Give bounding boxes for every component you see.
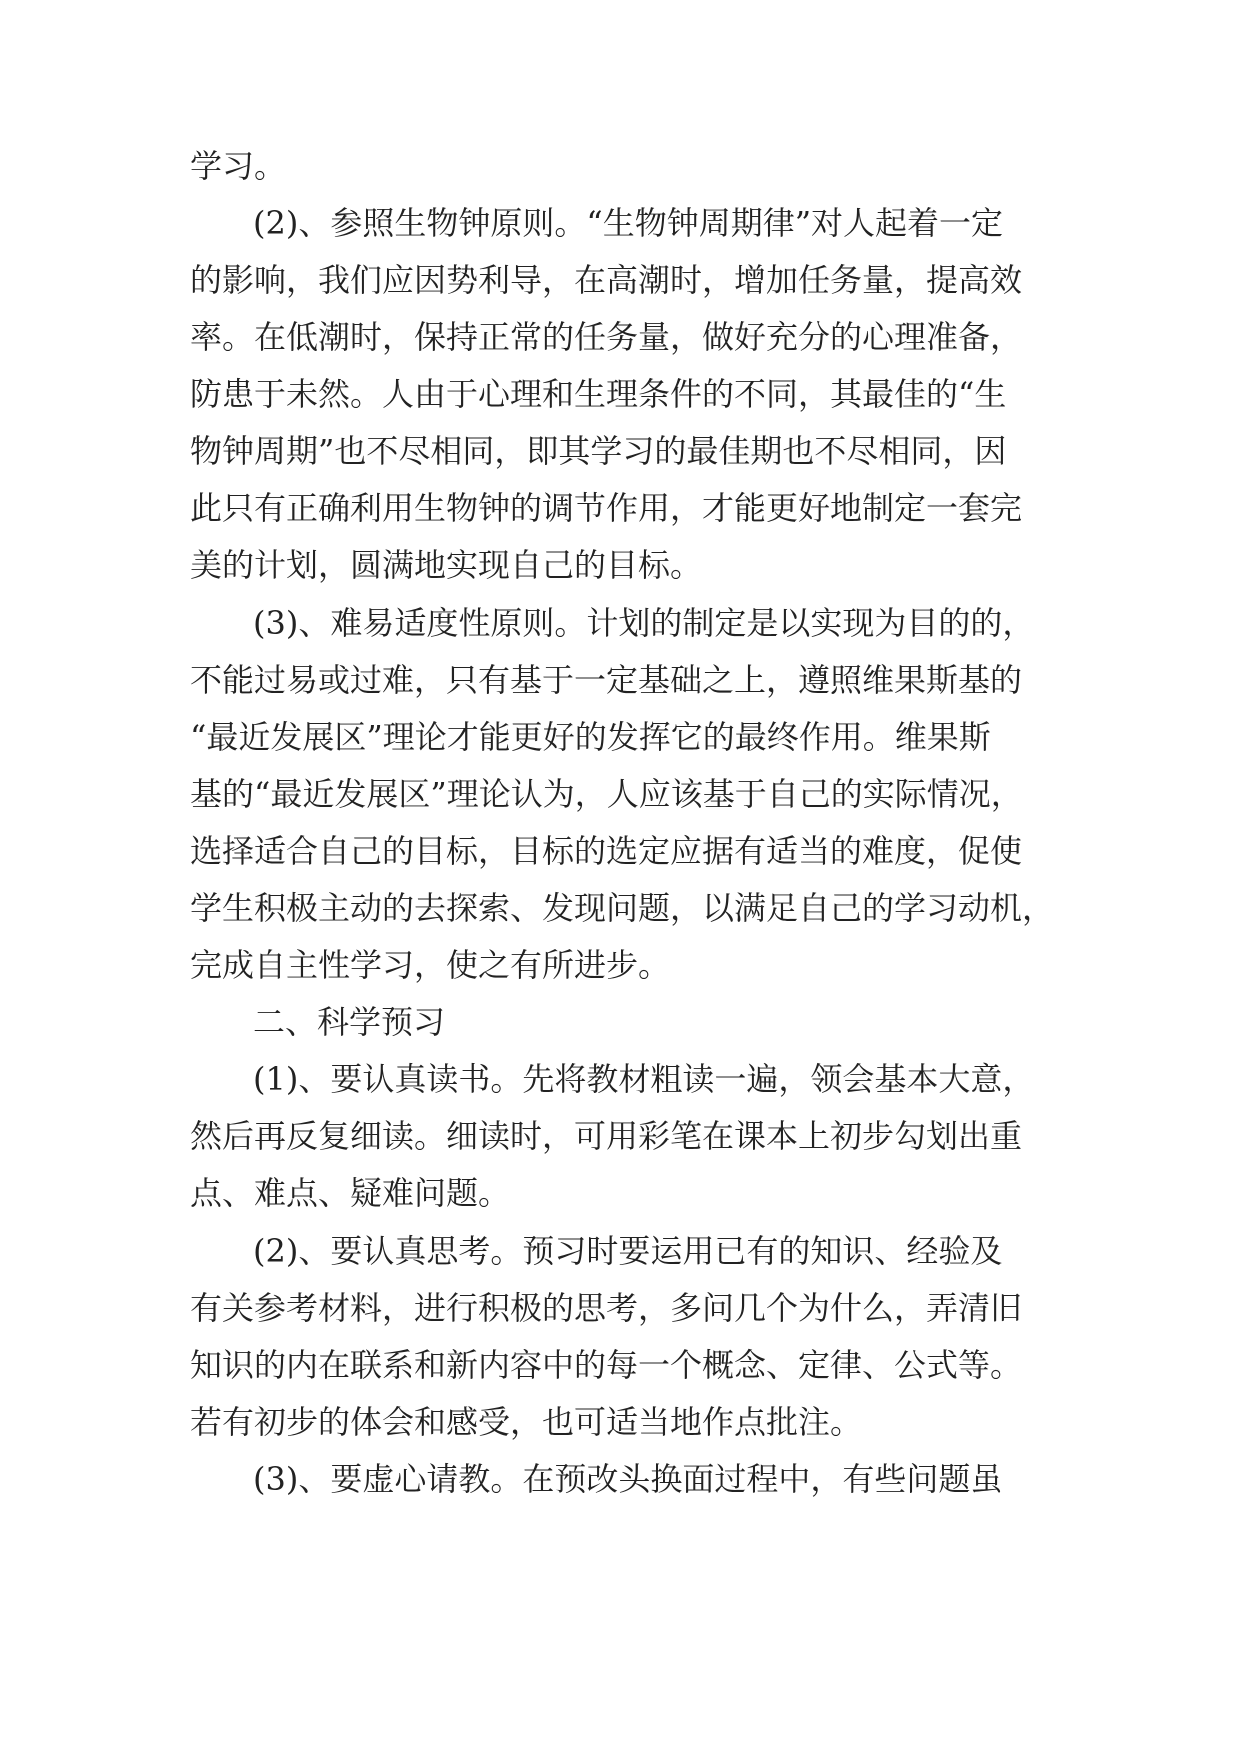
text-line: (3)、难易适度性原则。计划的制定是以实现为目的的， <box>253 604 1035 642</box>
text-line: 完成自主性学习，使之有所进步。 <box>190 946 671 984</box>
text-line: (2)、参照生物钟原则。“生物钟周期律”对人起着一定 <box>253 204 1004 242</box>
text-line: (3)、要虚心请教。在预改头换面过程中，有些问题虽 <box>253 1460 1003 1498</box>
text-line: 美的计划，圆满地实现自己的目标。 <box>190 546 703 584</box>
text-line: 学生积极主动的去探索、发现问题，以满足自己的学习动机， <box>190 889 1055 927</box>
text-line: 若有初步的体会和感受，也可适当地作点批注。 <box>190 1403 863 1441</box>
text-line: (1)、要认真读书。先将教材粗读一遍，领会基本大意， <box>253 1060 1035 1098</box>
text-line: 有关参考材料，进行积极的思考，多问几个为什么，弄清旧 <box>190 1289 1023 1327</box>
text-line: 此只有正确利用生物钟的调节作用，才能更好地制定一套完 <box>190 489 1023 527</box>
text-line: 基的“最近发展区”理论认为，人应该基于自己的实际情况， <box>190 775 1023 813</box>
text-line: 率。在低潮时，保持正常的任务量，做好充分的心理准备， <box>190 318 1023 356</box>
section-heading: 二、科学预习 <box>253 1003 446 1041</box>
text-line: 点、难点、疑难问题。 <box>190 1174 511 1212</box>
text-line: 选择适合自己的目标，目标的选定应据有适当的难度，促使 <box>190 832 1023 870</box>
text-line: 不能过易或过难，只有基于一定基础之上，遵照维果斯基的 <box>190 661 1023 699</box>
text-line: 物钟周期”也不尽相同，即其学习的最佳期也不尽相同，因 <box>190 432 1007 470</box>
text-line: (2)、要认真思考。预习时要运用已有的知识、经验及 <box>253 1232 1003 1270</box>
text-line: “最近发展区”理论才能更好的发挥它的最终作用。维果斯 <box>190 718 991 756</box>
text-line: 知识的内在联系和新内容中的每一个概念、定律、公式等。 <box>190 1346 1023 1384</box>
text-line: 的影响，我们应因势利导，在高潮时，增加任务量，提高效 <box>190 261 1023 299</box>
text-line: 学习。 <box>190 147 287 185</box>
text-line: 然后再反复细读。细读时，可用彩笔在课本上初步勾划出重 <box>190 1117 1023 1155</box>
text-line: 防患于未然。人由于心理和生理条件的不同，其最佳的“生 <box>190 375 1007 413</box>
